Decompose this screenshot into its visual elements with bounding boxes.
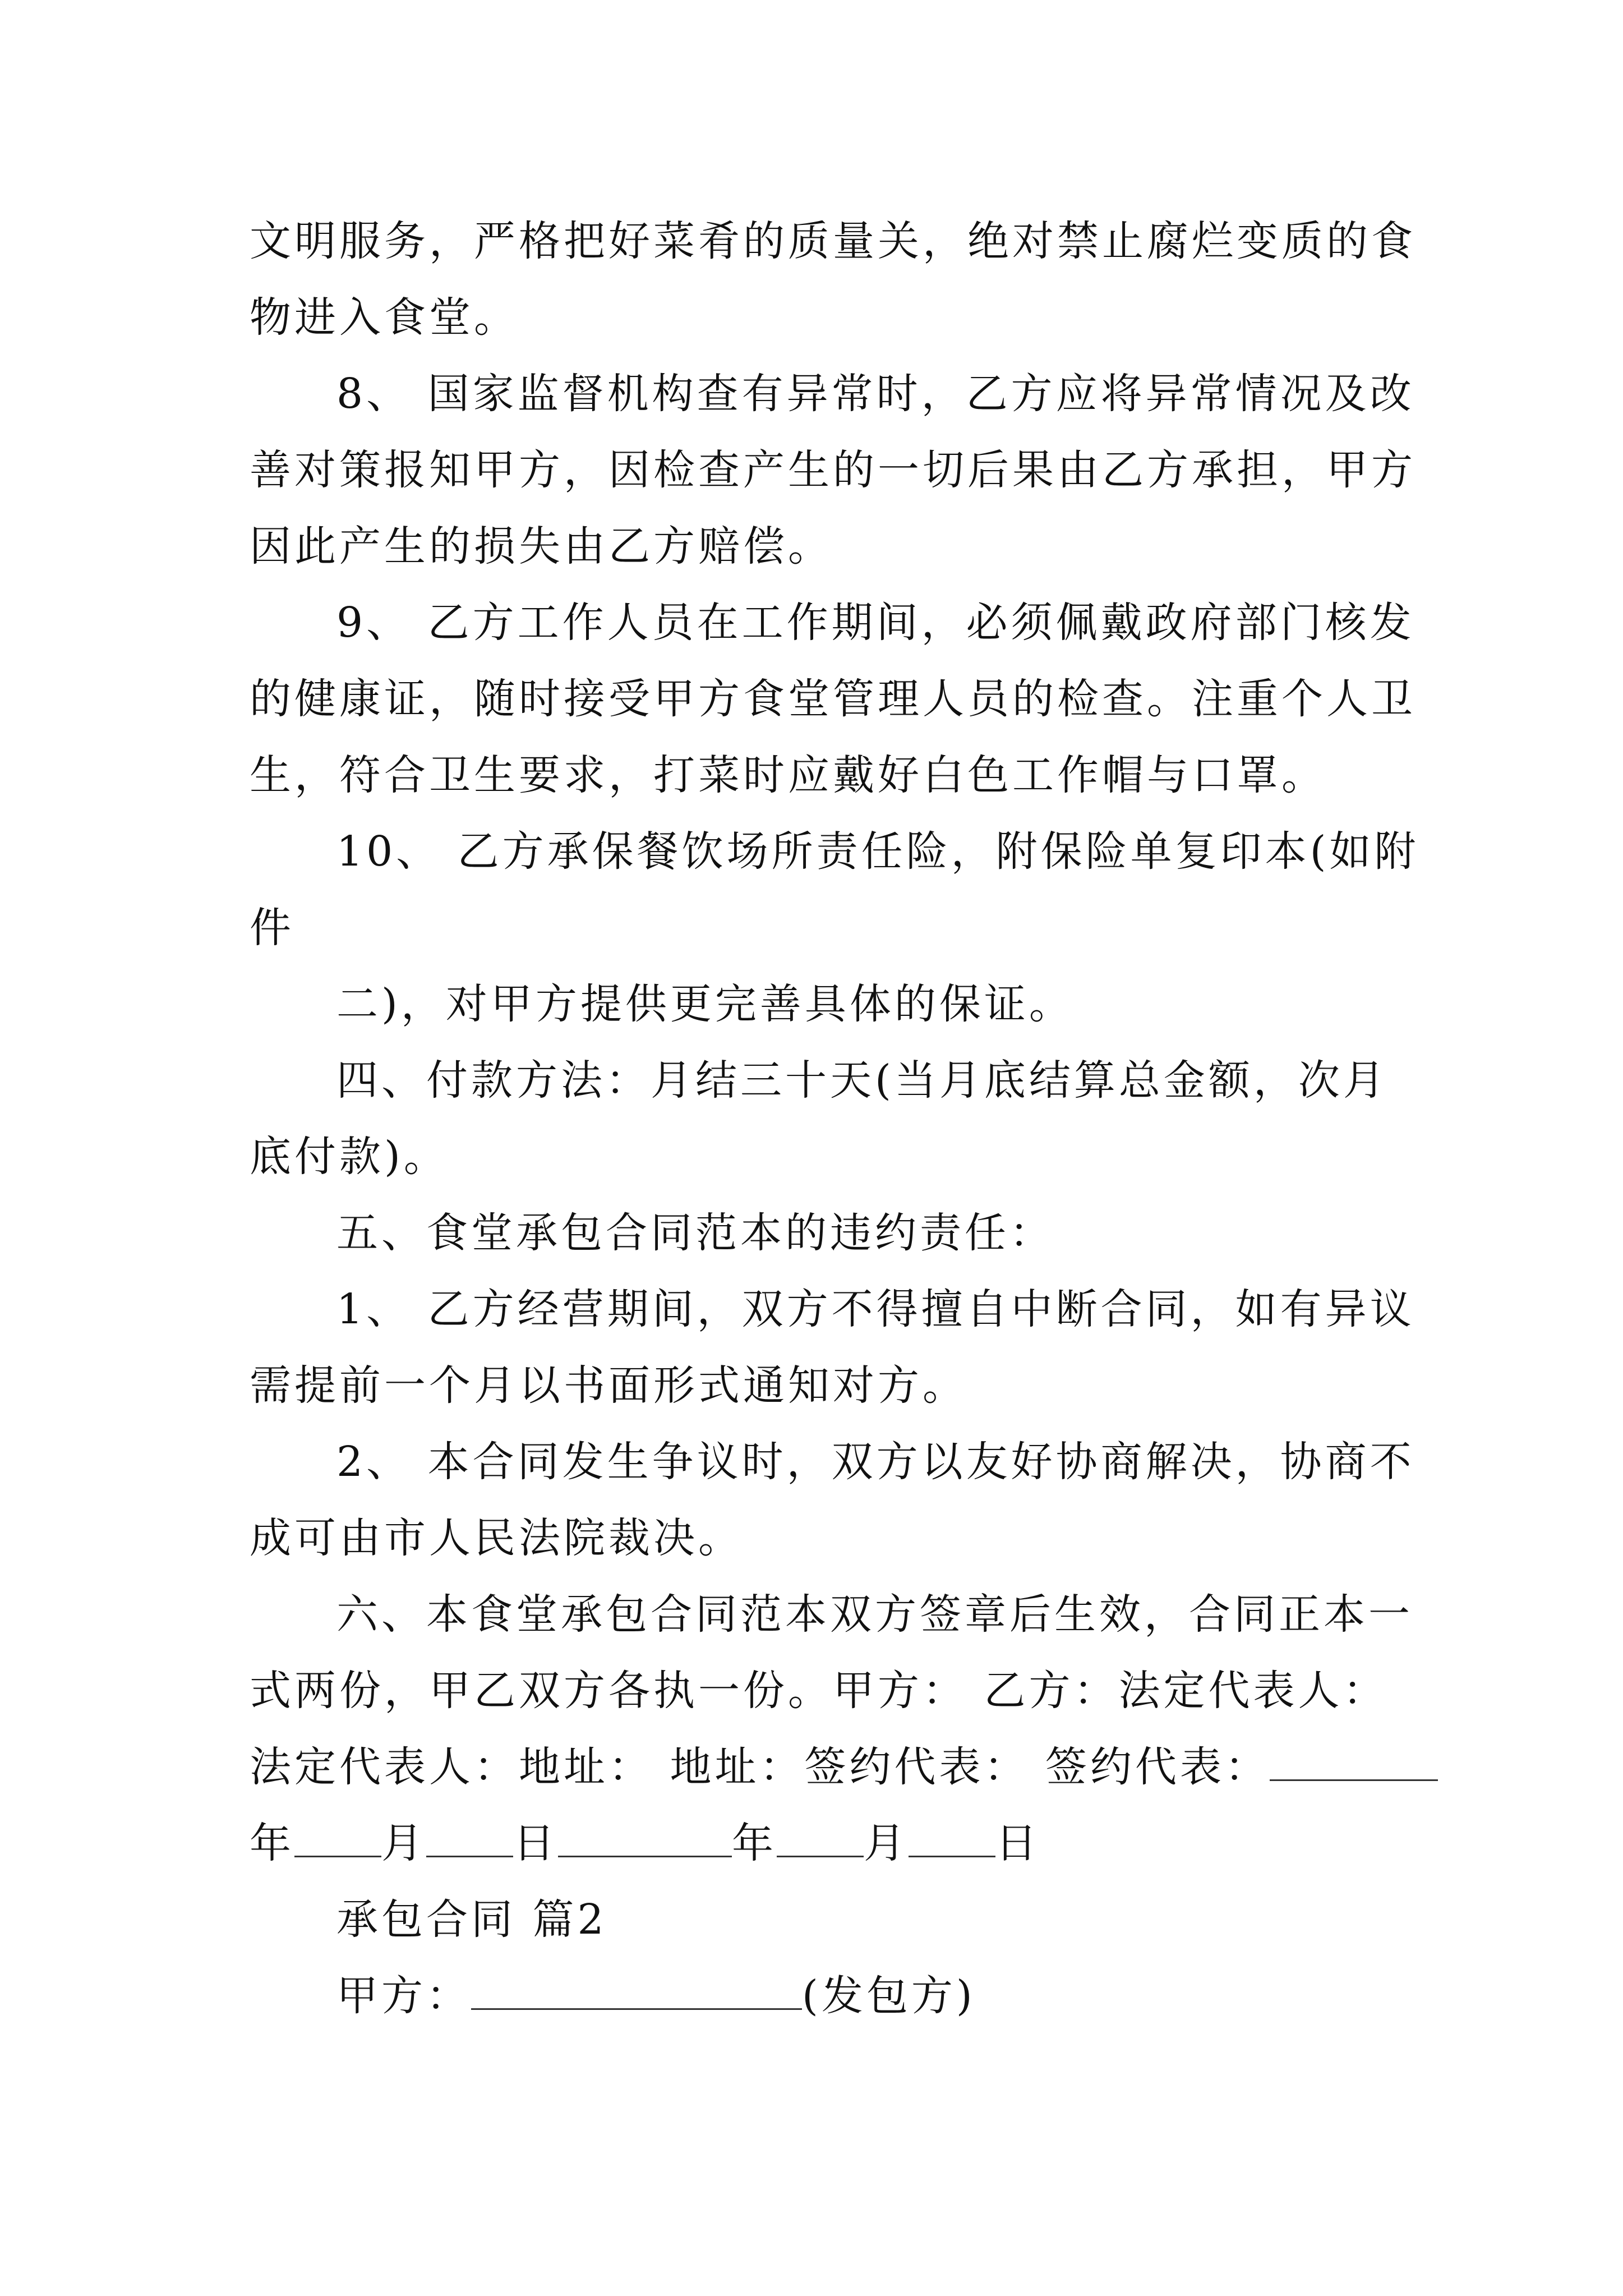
gap-blank bbox=[558, 1816, 732, 1857]
paragraph-line: 文明服务，严格把好菜肴的质量关，绝对禁止腐烂变质的食 bbox=[250, 217, 1416, 265]
paragraph-line: 六、本食堂承包合同范本双方签章后生效，合同正本一 bbox=[336, 1590, 1413, 1639]
day-label: 日 bbox=[513, 1819, 558, 1867]
year-label: 年 bbox=[732, 1819, 777, 1867]
paragraph-line: 因此产生的损失由乙方赔偿。 bbox=[250, 522, 833, 570]
paragraph-line: 2、 本合同发生争议时，双方以友好协商解决，协商不 bbox=[336, 1438, 1415, 1486]
paragraph-line: 1、 乙方经营期间，双方不得擅自中断合同，如有异议 bbox=[336, 1285, 1415, 1333]
paragraph-line: 善对策报知甲方，因检查产生的一切后果由乙方承担，甲方 bbox=[250, 446, 1416, 494]
paragraph-line: 底付款)。 bbox=[250, 1133, 449, 1181]
paragraph-line: 物进入食堂。 bbox=[250, 293, 519, 342]
paragraph-line: 10、 乙方承保餐饮场所责任险，附保险单复印本(如附 bbox=[336, 827, 1419, 876]
date-line bbox=[250, 1815, 1040, 1871]
party-a-role: (发包方) bbox=[802, 1972, 976, 2020]
month-label: 月 bbox=[864, 1819, 909, 1867]
paragraph-line: 9、 乙方工作人员在工作期间，必须佩戴政府部门核发 bbox=[336, 599, 1415, 647]
year-blank bbox=[294, 1816, 381, 1857]
month-label: 月 bbox=[381, 1819, 426, 1867]
signature-labels: 法定代表人：地址： 地址：签约代表： 签约代表： bbox=[250, 1743, 1270, 1791]
party-a-label: 甲方： bbox=[336, 1972, 471, 2020]
month-blank bbox=[426, 1816, 513, 1857]
paragraph-line: 生，符合卫生要求，打菜时应戴好白色工作帽与口罩。 bbox=[250, 751, 1326, 799]
party-a-line bbox=[336, 1968, 976, 2024]
paragraph-line: 件 bbox=[250, 904, 294, 952]
paragraph-line: 式两份，甲乙双方各执一份。甲方： 乙方：法定代表人： bbox=[250, 1667, 1388, 1715]
paragraph-line: 的健康证，随时接受甲方食堂管理人员的检查。注重个人卫 bbox=[250, 675, 1416, 723]
fill-blank bbox=[1270, 1740, 1438, 1781]
paragraph-line: 需提前一个月以书面形式通知对方。 bbox=[250, 1361, 967, 1410]
paragraph-line: 8、 国家监督机构查有异常时，乙方应将异常情况及改 bbox=[336, 370, 1415, 418]
paragraph-line: 二)，对甲方提供更完善具体的保证。 bbox=[336, 980, 1074, 1028]
party-a-blank bbox=[471, 1969, 802, 2010]
day-label: 日 bbox=[995, 1819, 1040, 1867]
year-blank bbox=[777, 1816, 864, 1857]
paragraph-line: 四、付款方法：月结三十天(当月底结算总金额，次月 bbox=[336, 1056, 1388, 1105]
month-blank bbox=[909, 1816, 995, 1857]
section-title: 承包合同 篇2 bbox=[336, 1895, 607, 1944]
paragraph-line: 成可由市人民法院裁决。 bbox=[250, 1514, 743, 1562]
section-heading: 五、食堂承包合同范本的违约责任： bbox=[336, 1209, 1054, 1257]
year-label: 年 bbox=[250, 1819, 294, 1867]
signature-line bbox=[250, 1739, 1438, 1795]
